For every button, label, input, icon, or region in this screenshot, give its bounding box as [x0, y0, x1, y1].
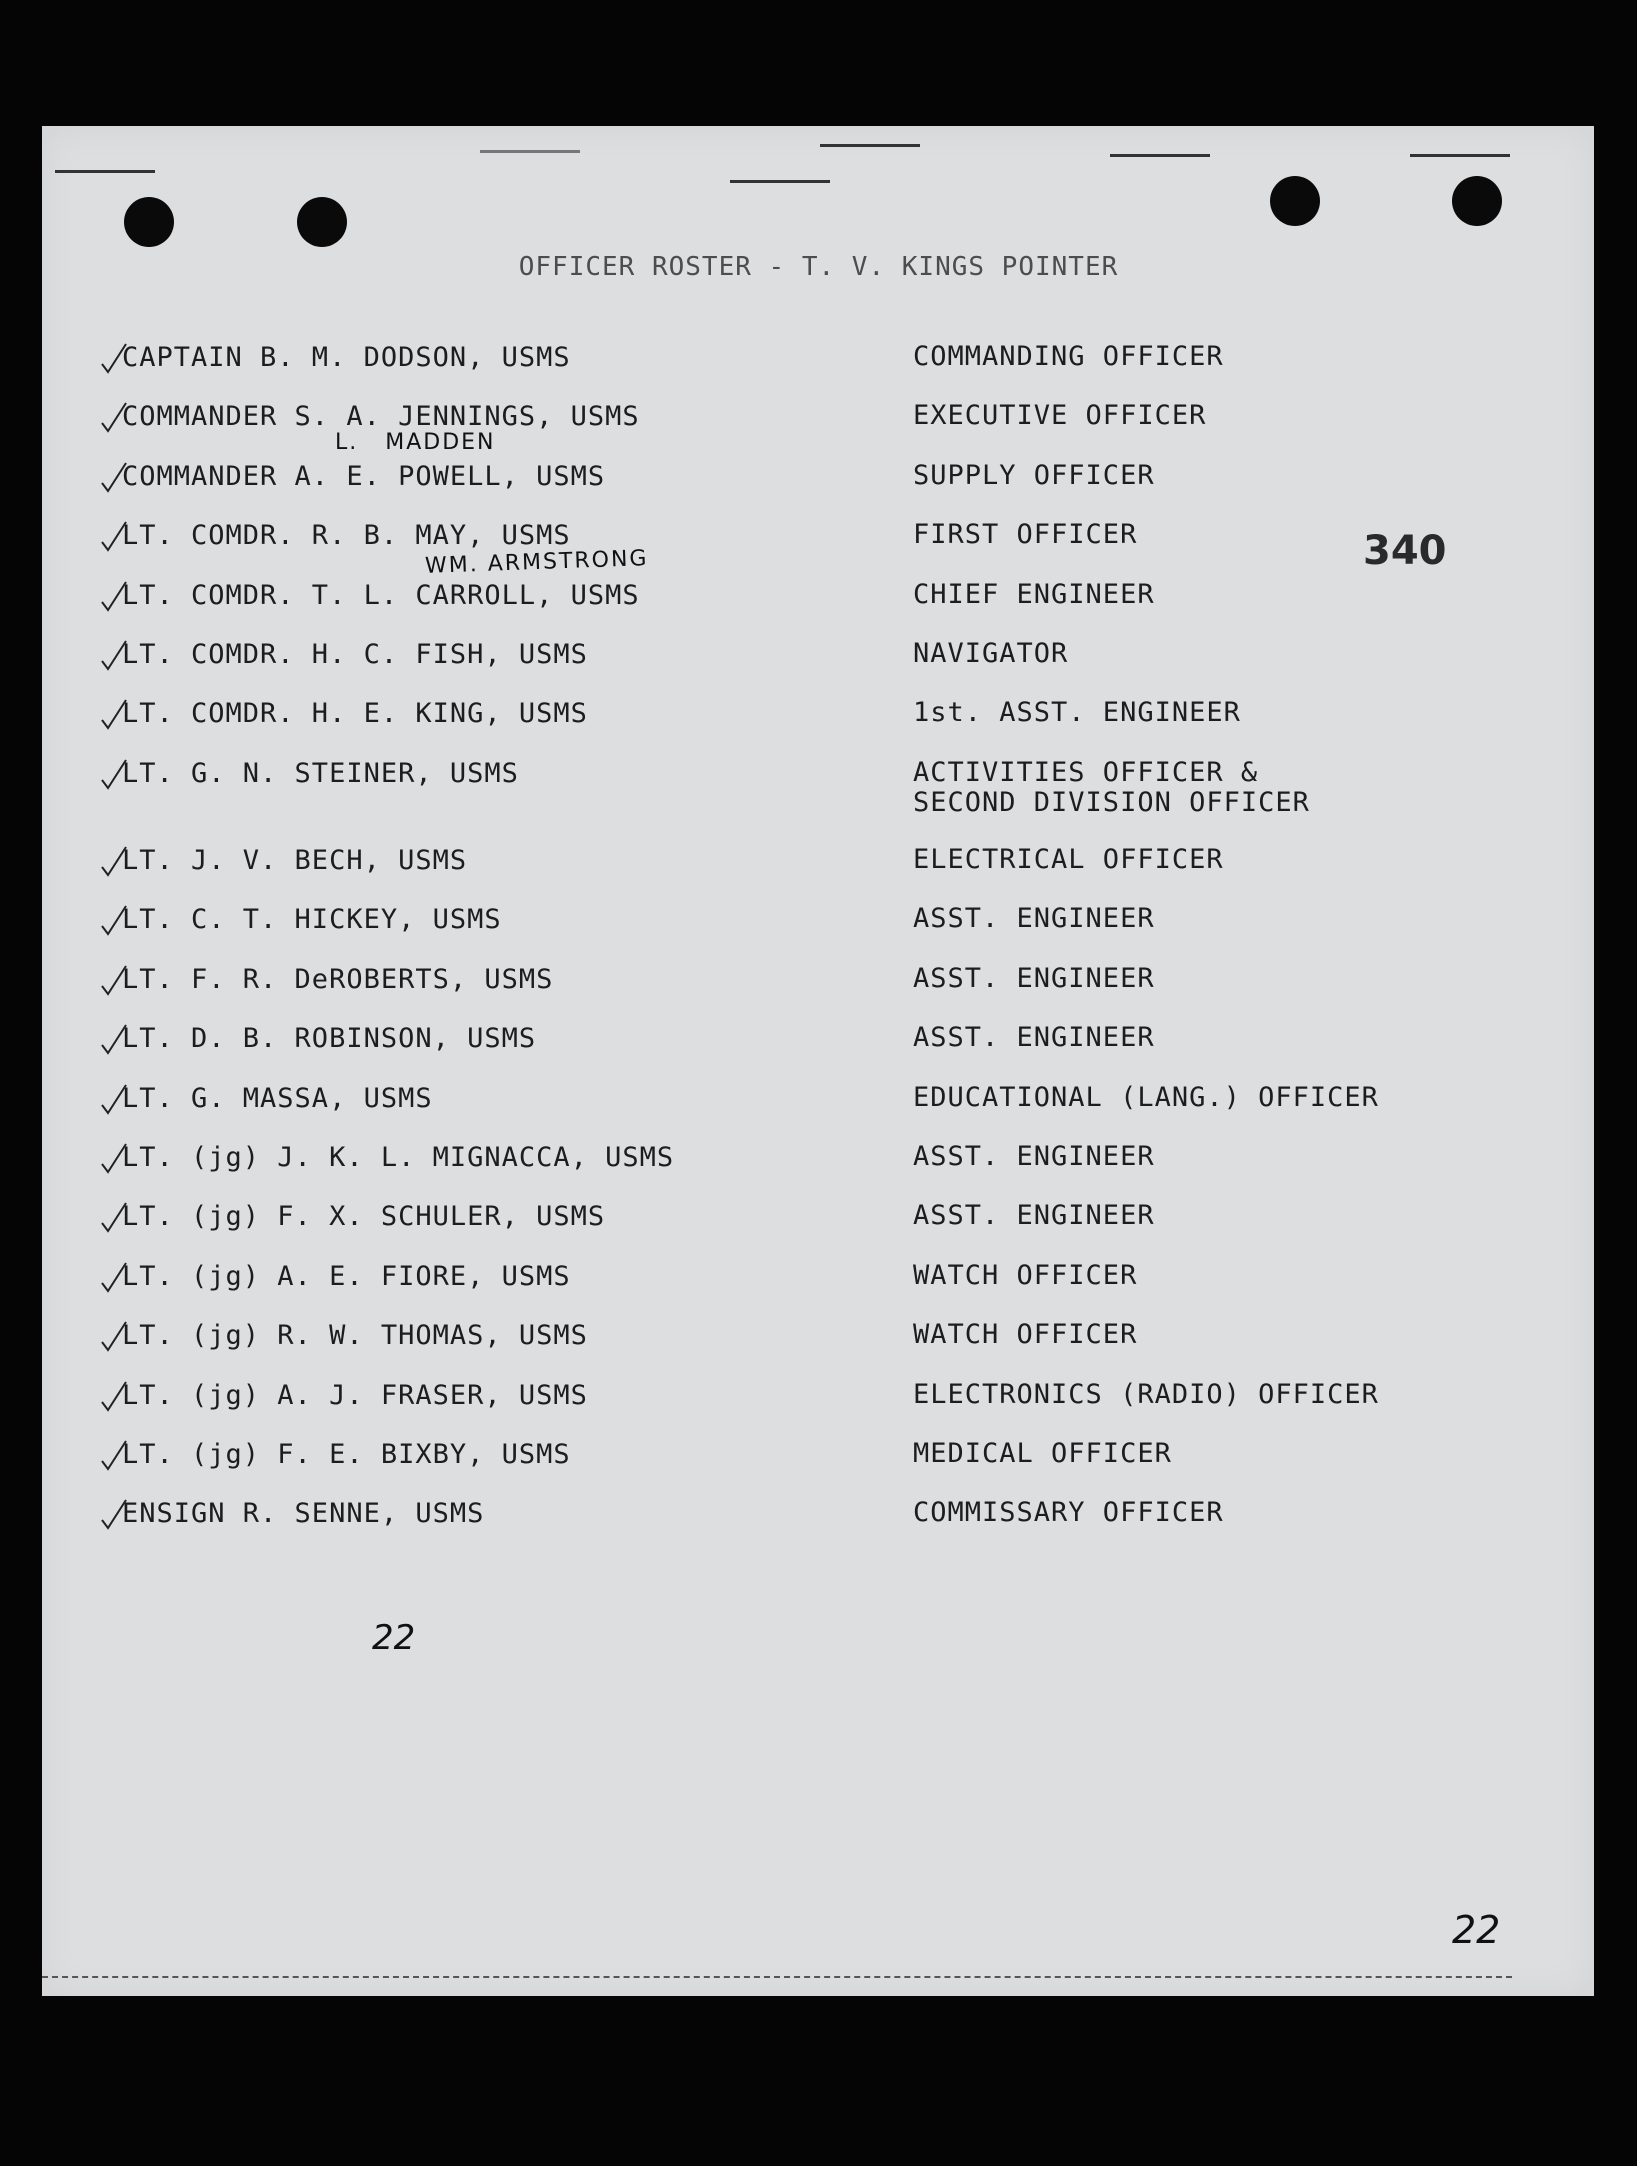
officer-name: CAPTAIN B. M. DODSON, USMS: [122, 342, 571, 373]
officer-role: SUPPLY OFFICER: [913, 460, 1155, 491]
officer-name: LT. G. N. STEINER, USMS: [122, 758, 519, 789]
officer-name: LT. G. MASSA, USMS: [122, 1083, 433, 1114]
handwritten-armstrong: WM. ARMSTRONG: [424, 546, 649, 579]
roster-row: [0, 1439, 1637, 1499]
roster-row: [0, 1083, 1637, 1143]
roster-row: [0, 1261, 1637, 1321]
roster-row: [0, 1380, 1637, 1440]
roster-row: [0, 1201, 1637, 1261]
officer-role: ACTIVITIES OFFICER & SECOND DIVISION OFFICER: [913, 757, 1310, 818]
roster-row: [0, 904, 1637, 964]
officer-name: LT. (jg) F. E. BIXBY, USMS: [122, 1439, 571, 1470]
roster-row: [0, 758, 1637, 818]
top-mark: [1110, 154, 1210, 157]
handwritten-madden: L. MADDEN: [335, 430, 496, 455]
officer-name: LT. COMDR. H. E. KING, USMS: [122, 698, 588, 729]
bottom-rule: [42, 1976, 1512, 1978]
roster-row: [0, 461, 1637, 521]
top-mark: [480, 150, 580, 153]
officer-name: LT. (jg) A. E. FIORE, USMS: [122, 1261, 571, 1292]
stamp-number: 340: [1363, 528, 1447, 574]
top-mark: [55, 170, 155, 173]
roster-row: [0, 580, 1637, 640]
handwritten-page-number: 22: [1452, 1908, 1501, 1952]
officer-name: LT. COMDR. H. C. FISH, USMS: [122, 639, 588, 670]
top-mark: [730, 180, 830, 183]
officer-name: LT. COMDR. R. B. MAY, USMS: [122, 520, 571, 551]
officer-name: LT. J. V. BECH, USMS: [122, 845, 468, 876]
officer-name: COMMANDER A. E. POWELL, USMS: [122, 461, 606, 492]
roster-row: [0, 401, 1637, 461]
roster-row: [0, 964, 1637, 1024]
roster-row: [0, 639, 1637, 699]
officer-role: ASST. ENGINEER: [913, 903, 1155, 934]
officer-name: ENSIGN R. SENNE, USMS: [122, 1498, 485, 1529]
officer-name: LT. D. B. ROBINSON, USMS: [122, 1023, 537, 1054]
officer-name: LT. (jg) J. K. L. MIGNACCA, USMS: [122, 1142, 675, 1173]
handwritten-bottom-mark: 22: [372, 1618, 416, 1658]
officer-role: FIRST OFFICER: [913, 519, 1138, 550]
officer-role: ASST. ENGINEER: [913, 963, 1155, 994]
top-mark: [1410, 154, 1510, 157]
roster-row: [0, 1142, 1637, 1202]
roster-row: [0, 845, 1637, 905]
officer-role: CHIEF ENGINEER: [913, 579, 1155, 610]
punch-hole-1: [124, 197, 174, 247]
officer-name: LT. (jg) F. X. SCHULER, USMS: [122, 1201, 606, 1232]
officer-role: 1st. ASST. ENGINEER: [913, 697, 1241, 728]
roster-row: [0, 1023, 1637, 1083]
officer-role: COMMANDING OFFICER: [913, 341, 1224, 372]
officer-role: WATCH OFFICER: [913, 1319, 1138, 1350]
officer-name: LT. F. R. DeROBERTS, USMS: [122, 964, 554, 995]
officer-name: LT. (jg) R. W. THOMAS, USMS: [122, 1320, 588, 1351]
punch-hole-4: [1452, 176, 1502, 226]
officer-name: LT. COMDR. T. L. CARROLL, USMS: [122, 580, 640, 611]
officer-role: ELECTRICAL OFFICER: [913, 844, 1224, 875]
officer-role: MEDICAL OFFICER: [913, 1438, 1172, 1469]
roster-row: [0, 698, 1637, 758]
officer-role: ELECTRONICS (RADIO) OFFICER: [913, 1379, 1379, 1410]
officer-role: EXECUTIVE OFFICER: [913, 400, 1207, 431]
officer-role: WATCH OFFICER: [913, 1260, 1138, 1291]
punch-hole-3: [1270, 176, 1320, 226]
top-mark: [820, 144, 920, 147]
punch-hole-2: [297, 197, 347, 247]
officer-role: NAVIGATOR: [913, 638, 1069, 669]
officer-role: ASST. ENGINEER: [913, 1200, 1155, 1231]
officer-name: LT. C. T. HICKEY, USMS: [122, 904, 502, 935]
officer-role: ASST. ENGINEER: [913, 1022, 1155, 1053]
roster-row: [0, 1320, 1637, 1380]
roster-row: [0, 1498, 1637, 1558]
roster-row: [0, 520, 1637, 580]
page-title: OFFICER ROSTER - T. V. KINGS POINTER: [518, 252, 1119, 282]
officer-name: LT. (jg) A. J. FRASER, USMS: [122, 1380, 588, 1411]
roster-row: [0, 342, 1637, 402]
officer-role: ASST. ENGINEER: [913, 1141, 1155, 1172]
officer-name: COMMANDER S. A. JENNINGS, USMS: [122, 401, 640, 432]
officer-role: EDUCATIONAL (LANG.) OFFICER: [913, 1082, 1379, 1113]
officer-role: COMMISSARY OFFICER: [913, 1497, 1224, 1528]
